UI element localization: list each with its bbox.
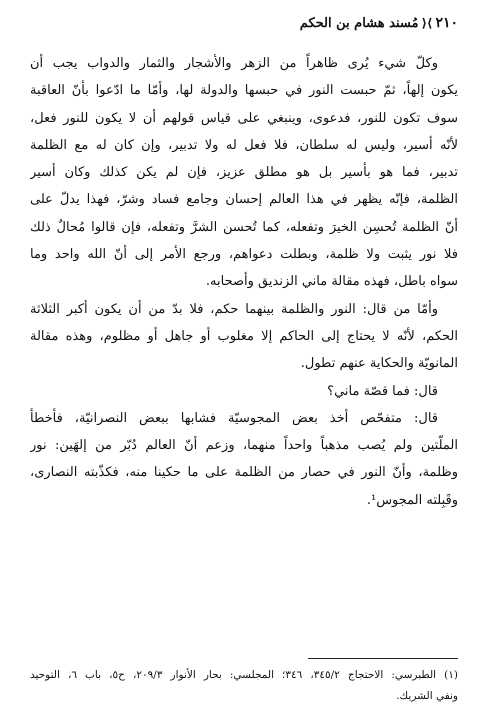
body-line: الظلمة، فإنّه يظهر في هذا العالم إحسان وجامع فساد وشرّ، فهذا يدلّ على [30,192,458,208]
body-line: وأمّا من قال: النور والظلمة بينهما حكم، فلا بدّ من أن يكون أكبر الثلاثة [30,301,438,317]
body-text [30,50,458,514]
page-number: ٢١٠ [435,15,458,31]
body-line: لأنّه أسير، وليس له سلطان، فلا فعل له ولا تدبير، وإن كان له مع الظلمة [30,137,458,153]
body-line: قال: متفحّص أخذ بعض المجوسيّة فشابها ببعض النصرانيّة، فأخطأ [30,410,438,426]
running-header [30,12,458,34]
footnote [30,665,458,707]
body-line: وظلمة، وأنّ النور في حصار من الظلمة على ما حكينا منه، فكذّبته النصارى، [30,465,458,481]
body-line: سواه باطل، فهذه مقالة ماني الزنديق وأصحابه. [205,274,458,290]
body-line: الملّتين ولم يُصب مذهباً واحداً منهما، وزعم أنّ العالم دُبّر من إلهَين: نور [30,438,458,454]
footnote-divider [308,658,458,659]
body-line: فلا نور يثبت ولا ظلمة، وبطلت دعواهم، ورجع الأمر إلى أنّ الله واحد وما [30,247,458,263]
body-line: قال: فما قصّة ماني؟ [327,383,438,399]
body-line: وكلّ شيء يُرى ظاهراً من الزهر والأشجار والثمار والدواب يجب أن [30,56,438,71]
body-line: وقَبِلته المجوس¹. [366,492,458,508]
body-line: تدبير، فما هو بأسير بل هو مطلق عزيز، فإن لم يكن كذلك وكان أسير [30,165,458,181]
body-line: المانويّة والحكاية عنهم تطول. [300,356,458,372]
body-line: سوف تكون للنور، فدعوى، وينبغي على قياس قولهم أن لا يكون للنور فعل، [30,110,458,126]
footnote-line: (١) الطبرسي: الاحتجاج ٣٤٥/٢، ٣٤٦؛ المجلسي: بحار الأنوار ٢٠٩/٣، ح٥، باب ٦، التوحيد [30,669,458,681]
body-line: يكون إلهاً، ثمّ حبست النور في حبسها والدولة لها، وأمّا ما ادّعوا بأنّ العاقبة [30,83,458,99]
header-separator: ⟩⟨ [421,16,433,30]
body-line: أنّ الظلمة تُحسِن الخيرَ وتفعله، كما تُحسن الشرَّ وتفعله، فإن قالوا مُحالٌ ذلك [30,219,458,235]
body-line: الحكم، لأنّه لا يحتاج إلى الحاكم إلا مغلوب أو جاهل أو مظلوم، وهذه مقالة [30,328,458,344]
footnote-line: ونفي الشريك. [396,690,458,702]
header-title: مُسند هشام بن الحكم [299,15,419,31]
